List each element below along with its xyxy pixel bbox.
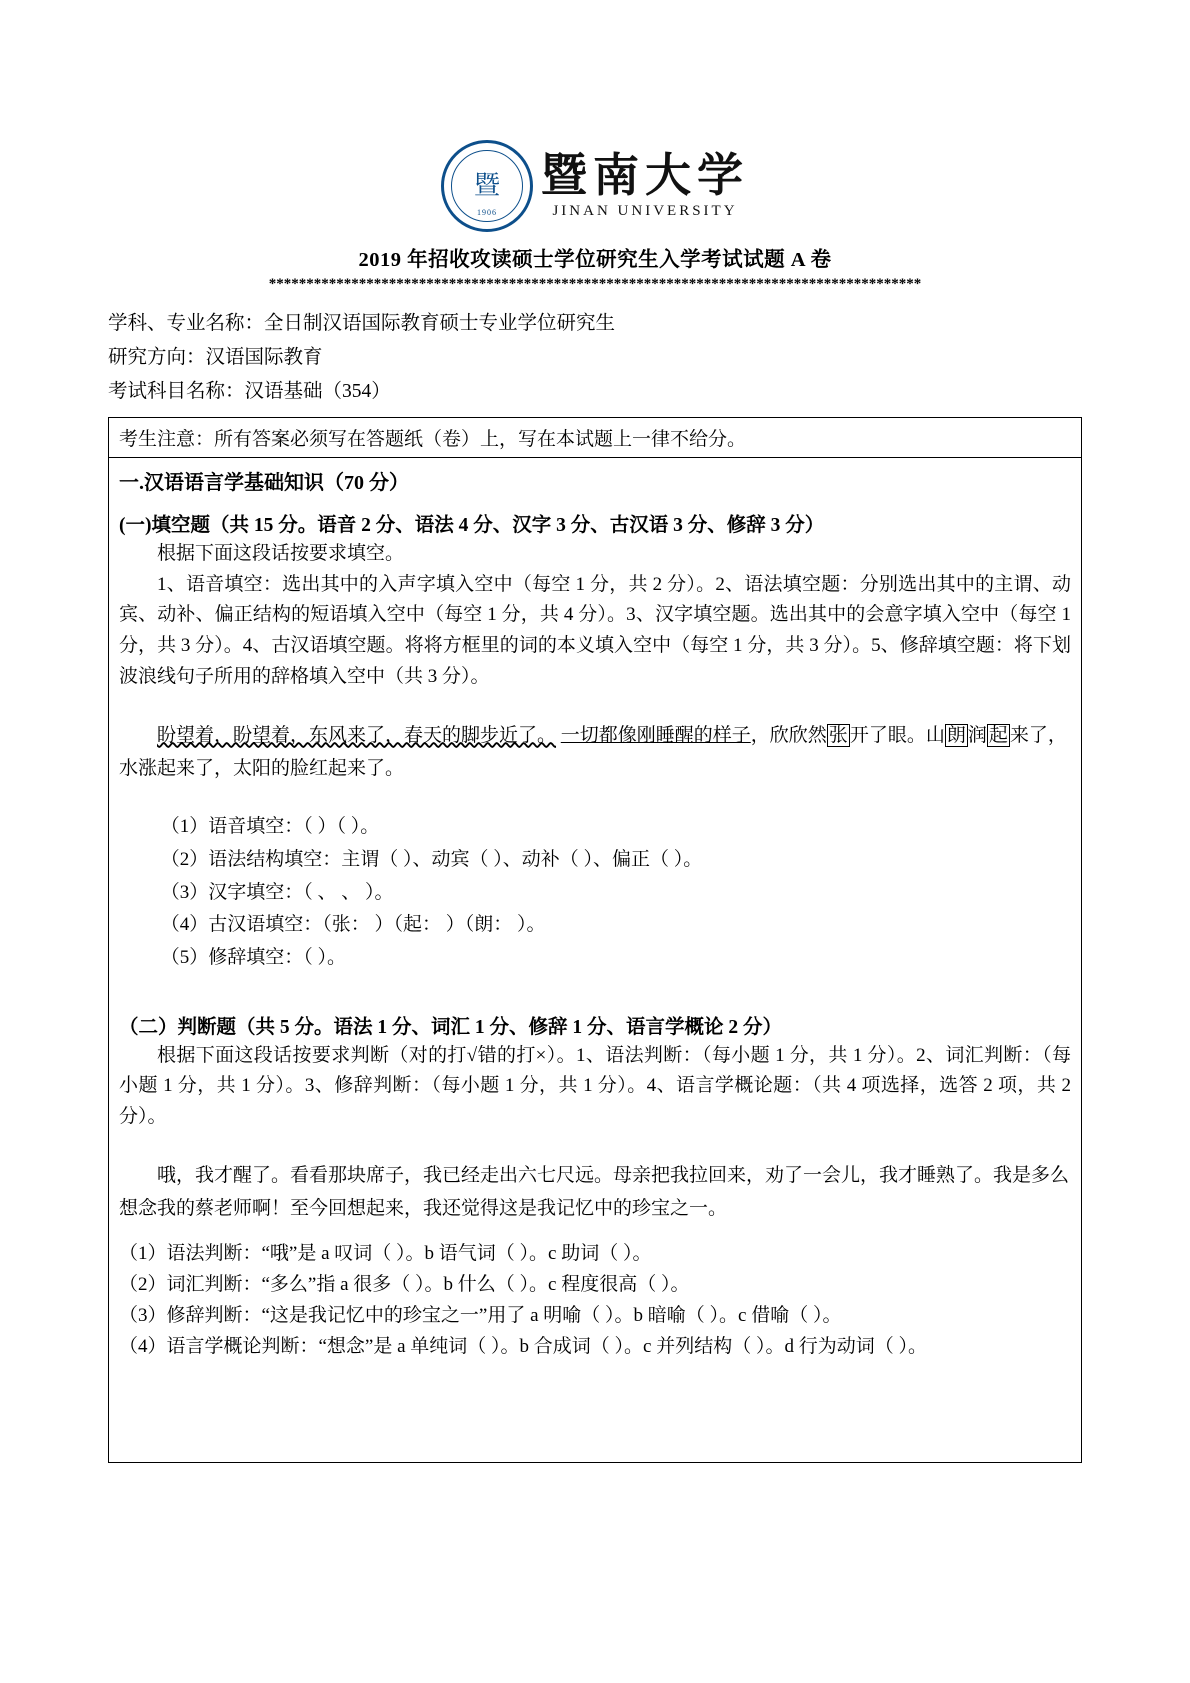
- meta-subject-label: 学科、专业名称：: [108, 312, 265, 334]
- part1-blank-1: （1）语音填空：（ ）（ ）。: [160, 816, 380, 838]
- part1-line2: 1、语音填空：选出其中的入声字填入空中（每空 1 分，共 2 分）。2、语法填空题：分别选出其中的主谓、动宾、动补、偏正结构的短语填入空中（每空 1 分，共 4 分）。3、汉字填空题。选出其中的会意字填入空中（每空 1 分，共 3 分）。4、古汉语填空题。将将方框里的词的本义填入空中（每空 1 分，共 3 分）。5、修辞填空题：将下划波浪线句子所用的辞格填入空中（共 3 分）。: [119, 573, 1071, 687]
- part1-heading: (一)填空题（共 15 分。语音 2 分、语法 4 分、汉字 3 分、古汉语 3 分、修辞 3 分）: [119, 514, 825, 536]
- meta-exam-value: 汉语基础（354）: [244, 380, 391, 402]
- part2-item-3: （3）修辞判断：“这是我记忆中的珍宝之一”用了 a 明喻（ ）。b 暗喻（ ）。c 借喻（ ）。: [119, 1304, 842, 1326]
- logo-wordmark: [541, 152, 749, 219]
- passage-mid-text: ，欣欣然: [750, 724, 827, 746]
- passage-boxed-word-2: 朗: [946, 724, 966, 746]
- part1-blank-3: （3）汉字填空：（ 、 、 ）。: [160, 881, 394, 903]
- passage-wavy-segment: 盼望着，盼望着，东风来了，春天的脚步近了。: [157, 724, 557, 746]
- part2-item-2: （2）词汇判断：“多么”指 a 很多（ ）。b 什么（ ）。c 程度很高（ ）。: [119, 1274, 690, 1296]
- meta-direction-value: 汉语国际教育: [205, 346, 323, 368]
- university-seal-icon: [441, 140, 533, 232]
- candidate-notice: 考生注意：所有答案必须写在答题纸（卷）上，写在本试题上一律不给分。: [108, 417, 1082, 457]
- seal-glyph: 暨: [473, 171, 500, 200]
- meta-direction: [108, 341, 1082, 375]
- meta-exam-subject: [108, 375, 1082, 409]
- logo-english-name: JINAN UNIVERSITY: [552, 202, 738, 219]
- meta-subject: [108, 307, 1082, 341]
- part2-item-4: （4）语言学概论判断：“想念”是 a 单纯词（ ）。b 合成词（ ）。c 并列结构（ ）。d 行为动词（ ）。: [119, 1335, 927, 1357]
- page-title: 2019 年招收攻读硕士学位研究生入学考试试题 A 卷: [358, 249, 832, 271]
- passage-end-text: 来了，水涨起来了，太阳的脸红起来了。: [119, 724, 1067, 779]
- university-logo: [108, 140, 1082, 232]
- part1-blank-5: （5）修辞填空：（ ）。: [160, 946, 347, 968]
- meta-subject-value: 全日制汉语国际教育硕士专业学位研究生: [264, 312, 616, 334]
- part1-blank-4: （4）古汉语填空：（张： ）（起： ）（朗： ）。: [160, 914, 546, 936]
- meta-direction-label: 研究方向：: [108, 346, 206, 368]
- meta-exam-label: 考试科目名称：: [108, 380, 245, 402]
- part2-item-1: （1）语法判断：“哦”是 a 叹词（ ）。b 语气词（ ）。c 助词（ ）。: [119, 1243, 652, 1265]
- part2-line1: 根据下面这段话按要求判断（对的打√错的打×）。1、语法判断：（每小题 1 分，共 1 分）。2、词汇判断：（每小题 1 分，共 1 分）。3、修辞判断：（每小题 1 分，共 1 分）。4、语言学概论题：（共 4 项选择，选答 2 项，共 2 分）。: [119, 1044, 1071, 1128]
- passage-after-text: 开了眼。山: [849, 724, 945, 746]
- part2-passage: 哦，我才醒了。看看那块席子，我已经走出六七尺远。母亲把我拉回来，劝了一会儿，我才睡熟了。我是多么想念我的蔡老师啊！至今回想起来，我还觉得这是我记忆中的珍宝之一。: [119, 1164, 1070, 1220]
- passage-boxed-word-1: 张: [828, 724, 848, 746]
- passage-underlined-segment: 一切都像刚睡醒的样子: [560, 724, 751, 746]
- exam-content: [108, 457, 1082, 1463]
- part1-passage: [119, 719, 1071, 786]
- star-divider: ***************************************************************************************: [268, 276, 922, 292]
- passage-boxed-word-3: 起: [988, 724, 1008, 746]
- part2-heading: （二）判断题（共 5 分。语法 1 分、词汇 1 分、修辞 1 分、语言学概论 2 分）: [119, 1016, 783, 1038]
- section-title: 一.汉语语言学基础知识（70 分）: [119, 471, 409, 494]
- passage-after-text-2: 润: [967, 724, 987, 746]
- logo-chinese-name: 暨南大学: [541, 150, 749, 202]
- seal-year: 1906: [477, 208, 497, 217]
- part1-line1: 根据下面这段话按要求填空。: [157, 542, 405, 564]
- part1-blank-2: （2）语法结构填空：主谓（ ）、动宾（ ）、动补（ ）、偏正（ ）。: [160, 848, 703, 870]
